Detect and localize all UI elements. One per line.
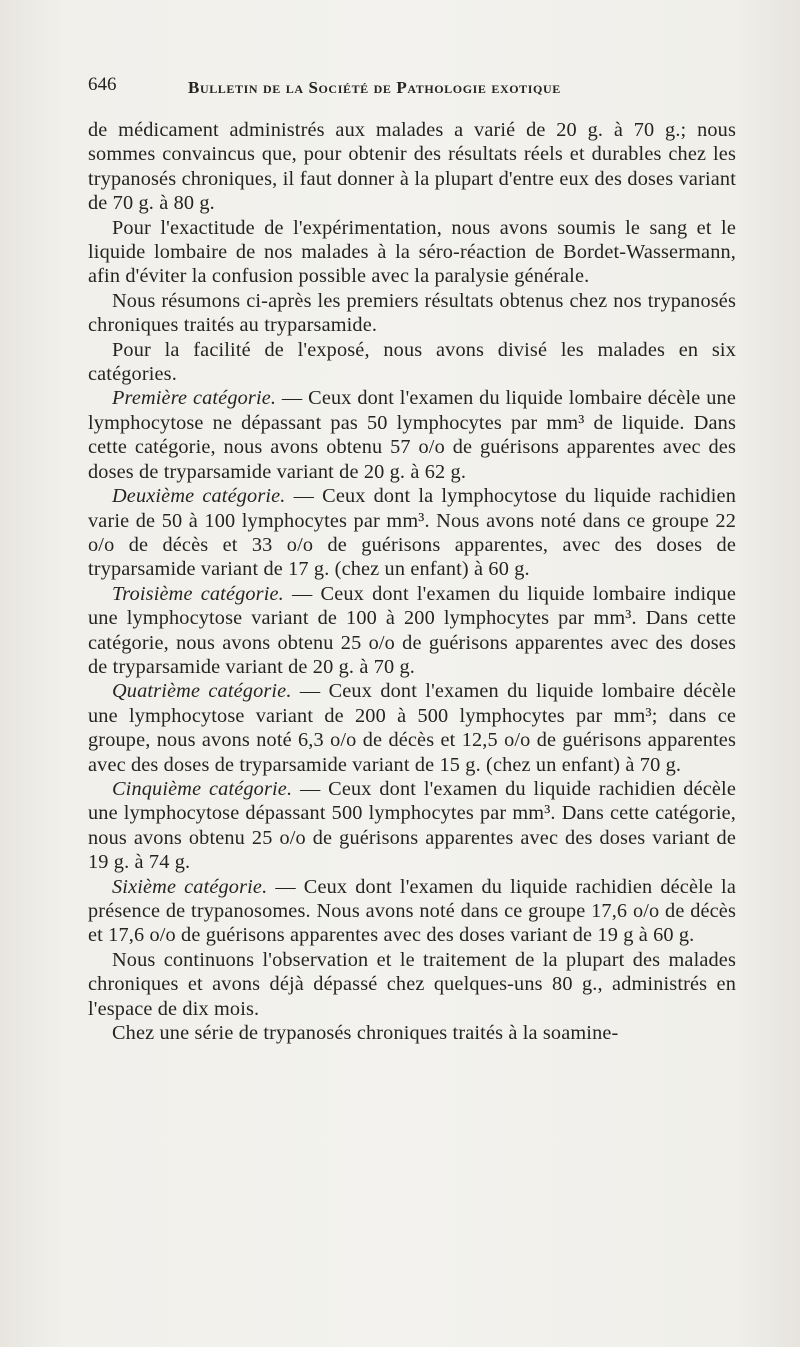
paragraph-text: — Ceux dont l'examen du liquide lombaire décèle une lymphocytose variant de 200 à 500 lymphocytes par mm³; dans ce groupe, nous avons noté 6,3 o/o de décès et 12,5 o/o de guérisons apparentes avec des doses de tryparsamide variant de 15 g. (chez un enfant) à 70 g.: [88, 680, 736, 776]
category-label: Sixième catégorie.: [112, 875, 268, 898]
paragraph-method: [88, 216, 736, 289]
paragraph-summary-intro: [88, 289, 736, 338]
paragraph-text: Chez une série de trypanosés chroniques traités à la soamine-: [112, 1022, 619, 1045]
paragraph-categories-intro: [88, 338, 736, 387]
paragraph-continuation: [88, 118, 736, 216]
paragraph-text: — Ceux dont l'examen du liquide rachidien décèle la présence de trypanosomes. Nous avons noté dans ce groupe 17,6 o/o de décès et 17,6 o/o de guérisons apparentes avec des doses variant de 19 g à 60 g.: [88, 875, 736, 947]
paragraph-text: Pour l'exactitude de l'expérimentation, nous avons soumis le sang et le liquide lombaire de nos malades à la séro-réaction de Bordet-Wassermann, afin d'éviter la confusion possible avec la paralysie générale.: [88, 216, 736, 288]
paragraph-text: Nous continuons l'observation et le traitement de la plupart des malades chroniques et avons déjà dépassé chez quelques-uns 80 g., administrés en l'espace de dix mois.: [88, 948, 736, 1020]
paragraph-ongoing: [88, 948, 736, 1021]
paragraph-text: de médicament administrés aux malades a varié de 20 g. à 70 g.; nous sommes convaincus que, pour obtenir des résultats réels et durables chez les trypanosés chroniques, il faut donner à la plupart d'entre eux des doses variant de 70 g. à 80 g.: [88, 119, 736, 215]
paragraph-category-2: [88, 484, 736, 582]
paragraph-text: — Ceux dont l'examen du liquide lombaire décèle une lymphocytose ne dépassant pas 50 lymphocytes par mm³ de liquide. Dans cette catégorie, nous avons obtenu 57 o/o de guérisons apparentes avec des doses de tryparsamide variant de 20 g. à 62 g.: [88, 387, 736, 483]
body-text: [88, 118, 736, 1045]
category-label: Troisième catégorie.: [112, 582, 284, 605]
paragraph-category-3: [88, 582, 736, 680]
paragraph-text: — Ceux dont l'examen du liquide rachidien décèle une lymphocytose dépassant 500 lymphocytes par mm³. Dans cette catégorie, nous avons obtenu 25 o/o de guérisons apparentes avec des doses variant de 19 g. à 74 g.: [88, 777, 736, 874]
paragraph-text: Nous résumons ci-après les premiers résultats obtenus chez nos trypanosés chroniques traités au tryparsamide.: [88, 289, 736, 337]
category-label: Quatrième catégorie.: [112, 680, 292, 703]
paragraph-category-4: [88, 679, 736, 777]
category-label: Première catégorie.: [112, 387, 277, 410]
category-label: Cinquième catégorie.: [112, 777, 293, 800]
paragraph-text: Pour la facilité de l'exposé, nous avons divisé les malades en six catégories.: [88, 338, 736, 386]
paragraph-soamine: [88, 1021, 736, 1045]
running-title: Bulletin de la Société de Pathologie exotique: [188, 78, 561, 97]
page-number: 646: [88, 74, 117, 95]
page-header: [88, 74, 728, 104]
category-label: Deuxième catégorie.: [112, 485, 286, 508]
paragraph-category-6: [88, 875, 736, 948]
paragraph-text: — Ceux dont la lymphocytose du liquide rachidien varie de 50 à 100 lymphocytes par mm³. Nous avons noté dans ce groupe 22 o/o de décès et 33 o/o de guérisons apparentes, avec des doses de tryparsamide variant de 17 g. (chez un enfant) à 60 g.: [88, 485, 737, 581]
paragraph-category-5: [88, 777, 736, 875]
paragraph-text: — Ceux dont l'examen du liquide lombaire indique une lymphocytose variant de 100 à 200 lymphocytes par mm³. Dans cette catégorie, nous avons obtenu 25 o/o de guérisons apparentes avec des doses de tryparsamide variant de 20 g. à 70 g.: [88, 582, 736, 678]
paragraph-category-1: [88, 386, 736, 484]
